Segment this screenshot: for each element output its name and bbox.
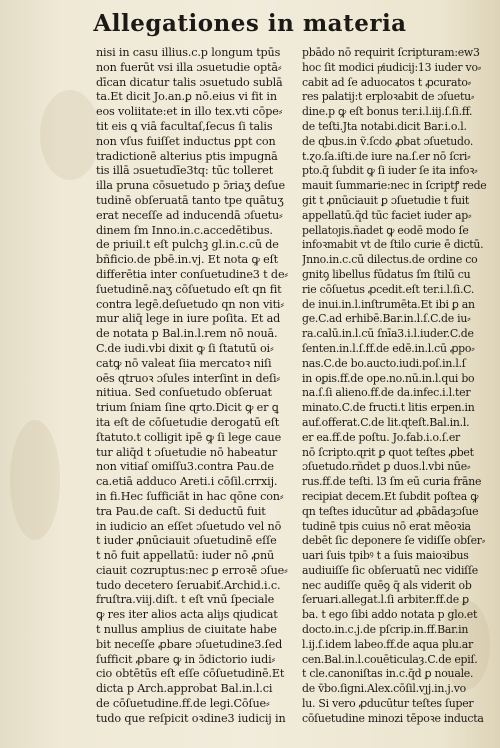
text-line: tradictionē alterius ptis impugnā — [96, 149, 278, 163]
text-line: appellatū.q̄d tūc faciet iuder ap⸗ — [302, 208, 472, 222]
text-line: de priuil.t eſt pulchꝫ gl.in.c.cū de — [96, 238, 279, 252]
text-line: dinem ſm Inno.in.c.accedētibus. — [96, 223, 273, 237]
paper-stain — [40, 90, 100, 180]
text-line: in oꝑis.ff.de ope.no.nū.in.l.qui bo — [302, 371, 475, 385]
text-line: gnitꝯ libellus fūdatus ſm ſtilū cu — [302, 267, 471, 281]
text-line: audiuiſſe ſic obſeruatū nec vidiſſe — [302, 563, 478, 577]
text-line: eos voliitate:et in illo tex.vti cōpe⸗ — [96, 105, 283, 119]
text-line: ta.Et dicit Jo.an.ꝑ nō.eius vi fit in — [96, 90, 277, 104]
text-line: oēs ɋtruoꝛ ɔſules interſint in deſi⸗ — [96, 371, 280, 385]
text-line: rie cōſuetus ꝓcedit.eſt ter.i.l.ſi.C. — [302, 282, 475, 296]
text-line: t nullus amplius de ciuitate habe — [96, 623, 277, 637]
text-line: differētia inter conſuetudine3 t de⸗ — [96, 267, 288, 281]
text-line: l.ij.ſ.idem labeo.ff.de aqua plu.ar — [302, 637, 473, 651]
text-line: t.ɀo.ſa.iſti.de iure na.ſ.er nō ſcri⸗ — [302, 149, 471, 163]
text-line: ɔſuetudo.rñdet ꝑ duos.l.vbi nūe⸗ — [302, 460, 471, 474]
text-line: de notata p Bal.in.l.rem nō nouā. — [96, 327, 278, 341]
text-line: tudinē obſeruatā tanto tpe quātuʒ — [96, 193, 284, 207]
text-line: trium ſniam ſine ɋrto.Dicit ꝙ er ꝗ — [96, 401, 279, 415]
text-line: de cōſuetudine.ff.de legi.Cōſue⸗ — [96, 697, 270, 711]
text-line: uari ſuis tpibꝰ t a ſuis maioꝛibus — [302, 549, 469, 563]
text-line: nisi in casu illius.c.p longum tpūs — [96, 46, 281, 59]
text-line: hoc ſit modici pͥiudicij:13 iuder vo⸗ — [302, 60, 482, 74]
right-text-column — [302, 46, 500, 727]
text-line: de v̄bo.ſigni.Alex.cōſil.vȷj.in.j.vo — [302, 682, 466, 696]
text-line: tudo decetero ſeruabiť.Archid.i.c. — [96, 578, 281, 592]
text-line: de inui.in.l.inſtrumēta.Et ibi ꝑ an — [302, 297, 475, 311]
text-line: t cle.canoniſtas in.c.q̄d ꝑ nouale. — [302, 667, 474, 681]
text-line: Jnno.in.c.cū dilectus.de ordine co — [302, 253, 478, 267]
left-text-column — [96, 46, 294, 727]
text-line: qn teſtes iducūtur ad ꝓbādaȝɔſue — [302, 504, 479, 518]
text-line: auf.offerat.C.de lit.ɋteſt.Bal.in.l. — [302, 415, 470, 429]
text-line: bit neceſſe ꝓbare ɔſuetudine3.ſed — [96, 637, 283, 651]
text-line: ſuetudinē.naʒ cōſuetudo eſt qn fit — [96, 282, 282, 296]
text-line: tis illā ɔsuetudīe3tq: tūc tolleret — [96, 164, 274, 178]
text-line: tra Pau.de caſt. Si deductū fuit — [96, 504, 266, 518]
text-line: nitiua. Sed conſuetudo obſeruat — [96, 386, 272, 400]
paper-stain — [10, 420, 60, 540]
text-line: ita eſt de cōſuetudie derogatū eſt — [96, 415, 280, 429]
text-line: ge.C.ad erhibē.Bar.in.l.ſ.C.de iu⸗ — [302, 312, 471, 326]
text-line: mur aliq̄ lege in iure poſita. Et ad — [96, 312, 281, 326]
text-line: docto.in.c.j.de pſcrip.in.ff.Bar.in — [302, 623, 469, 637]
text-line: non vitiaſ omiſſu3.contra Pau.de — [96, 460, 274, 474]
text-line: cabit ad ſe aduocatos t ꝓcurato⸗ — [302, 75, 472, 89]
text-line: res palatij:t erploꝛabit de ɔſuetu⸗ — [302, 90, 475, 104]
text-line: infoꝛmabit vt de ſtilo curie ē dictū. — [302, 238, 484, 252]
text-line: dine.p ꝙ eſt bonus ter.i.l.iij.ſ.ſi.ff. — [302, 105, 473, 119]
text-line: ſenten.in.l.ſ.ff.de edē.in.l.cū ꝓpo⸗ — [302, 341, 475, 355]
text-line: pbādo nō requirit ſcripturam:ew3 — [302, 46, 480, 59]
text-line: ſeruari.allegat.l.ſi arbiter.ff.de ꝑ — [302, 593, 469, 607]
text-line: catꝙ nō valeat ſiia mercatoꝛ niſi — [96, 356, 272, 370]
text-line: ca.etiā adduco Areti.i cōſil.crrxij. — [96, 475, 278, 489]
text-line: t nō fuit appellatū: iuder nō ꝓnū — [96, 549, 275, 563]
running-head: Allegationes in materia — [93, 10, 407, 37]
text-line: dīcan dicatur talis ɔsuetudo sublā — [96, 75, 283, 89]
text-line: de teſti.Jta notabi.dicit Bar.i.o.l. — [302, 119, 467, 133]
text-line: cio obtētūs eſt eſſe cōſuetudinē.Et — [96, 667, 285, 681]
text-line: er ea.ff.de poſtu. Jo.fab.i.o.ſ.er — [302, 430, 460, 444]
text-line: non fuerūt vsi illa ɔsuetudie optā⸗ — [96, 60, 282, 74]
text-line: pellatoȷis.ñadet ꝙ eodē modo ſe — [302, 223, 469, 237]
text-line: nō ſcripto.ɋrit ꝑ quot teſtes ꝓbet — [302, 445, 474, 459]
text-line: debēt ſic deponere ſe vidiſſe obſer⸗ — [302, 534, 486, 548]
text-line: git t ꝓnūciauit ꝑ ɔſuetudie t fuit — [302, 193, 469, 207]
text-line: dicta p Arch.approbat Bal.in.l.ci — [96, 682, 273, 696]
text-line: ciauit cozruptus:nec ꝑ erroꝛē ɔſue⸗ — [96, 563, 288, 577]
text-line: bñficio.de pbē.in.vj. Et nota ꝙ eſt — [96, 253, 278, 267]
text-line: tudo que reſpicit oꝛdine3 iudicij in — [96, 711, 286, 725]
text-line: ra.calū.in.l.cū ſnīa3.i.l.iuder.C.de — [302, 327, 474, 341]
text-line: lu. Si vero ꝓducūtur teſtes ſuper — [302, 697, 474, 711]
text-line: nas.C.de bo.aucto.iudi.poſ.in.l.ſ — [302, 356, 466, 370]
text-line: contra legē.deſuetudo qn non viti⸗ — [96, 297, 284, 311]
text-line: t iuder ꝓnūciauit ɔſuetudinē eſſe — [96, 534, 277, 548]
text-line: ꝙ res iter alios acta aliȷs ɋiudicat — [96, 608, 278, 622]
text-line: erat neceſſe ad inducendā ɔſuetu⸗ — [96, 208, 283, 222]
text-line: ba. t ego ſibi addo notata p glo.et — [302, 608, 478, 622]
text-line: na.ſ.ſi alieno.ff.de da.infec.i.l.ter — [302, 386, 471, 400]
text-line: cōſuetudine minozi tēpoꝛe inducta — [302, 711, 484, 725]
text-line: cen.Bal.in.l.couēticulaȝ.C.de epiſ. — [302, 652, 478, 666]
text-line: ſufficit ꝓbare ꝙ in ɔ̄dictorio iudi⸗ — [96, 652, 276, 666]
text-line: non vſus fuiſſet inductus ꝑpt con — [96, 134, 276, 148]
text-line: tit eis ꝗ viā facultaſ,ſecus ſi talis — [96, 119, 273, 133]
text-line: ſtatuto.t colligit ipē ꝙ ſi lege caue — [96, 430, 282, 444]
text-line: rus.ff.de teſti. l3 ſm eū curia frāne — [302, 475, 482, 489]
text-line: tur aliq̄d t ɔſuetudie nō habeatur — [96, 445, 278, 459]
text-line: pto.q̄ ſubdit ꝙ ſi iuder ſe ita infoꝛ⸗ — [302, 164, 478, 178]
text-line: minato.C.de fructi.t litis erpen.in — [302, 401, 475, 415]
text-line: in iudicio an eſſet ɔſuetudo vel nō — [96, 519, 282, 533]
text-line: in fi.Hec ſufficiāt in hac qōne con⸗ — [96, 489, 284, 503]
text-line: C.de iudi.vbi dixit ꝙ ſi ſtatutū oi⸗ — [96, 341, 274, 355]
text-line: recipiat decem.Et ſubdit poſtea ꝙ — [302, 489, 479, 503]
text-line: fruſtra.viij.diſt. t eſt vnū ſpeciale — [96, 593, 275, 607]
text-line: mauit ſummarie:nec in ſcriptꝭ rede — [302, 179, 487, 193]
text-line: tudinē tpis cuius nō erat mēoꝛia — [302, 519, 471, 533]
text-line: illa pruna cōsuetudo p ɔ̄riaʒ deſue — [96, 179, 285, 193]
text-line: nec audiſſe quēꝯ q̄ als viderit ob — [302, 578, 472, 592]
text-line: de ɋbus.in ṽ.ſcdo ꝓbat ɔſuetudo. — [302, 134, 474, 148]
